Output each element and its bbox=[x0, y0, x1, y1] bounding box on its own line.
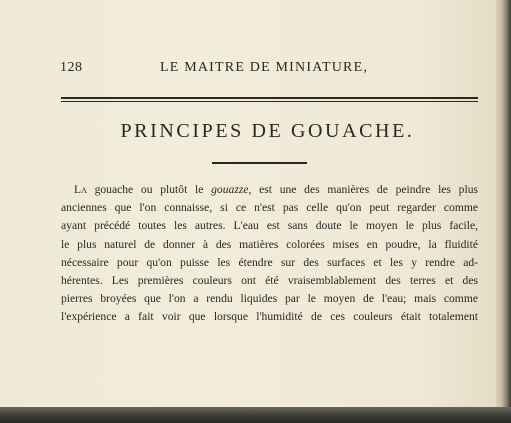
lead-word: La bbox=[74, 183, 87, 196]
page-number: 128 bbox=[60, 60, 83, 75]
paragraph-line: nécessaire pour qu'on puisse les étendre sur des surfaces et les y rendre ad- bbox=[61, 255, 478, 269]
running-head bbox=[0, 58, 496, 80]
line1-text-b: , est une des manières de peindre les plus bbox=[248, 183, 478, 196]
double-rule-bottom bbox=[61, 101, 478, 102]
paragraph-line: le plus naturel de donner à des matières colorées mises en poudre, la fluidité bbox=[61, 237, 478, 251]
paragraph-line: hérentes. Les premières couleurs ont été vraisemblablement des terres et des bbox=[61, 273, 478, 287]
paragraph-line: anciennes que l'on connaisse, si ce n'est pas celle qu'on peut regarder comme bbox=[61, 201, 478, 215]
paragraph-line: l'expérience a fait voir que lorsque l'humidité de ces couleurs était totalement bbox=[61, 310, 478, 324]
line1-text-a: gouache ou plutôt le bbox=[86, 183, 212, 196]
italic-term: gouazze bbox=[211, 183, 249, 196]
paragraph-line-1 bbox=[61, 181, 478, 199]
title-underline-rule bbox=[212, 162, 307, 164]
running-title: LE MAITRE DE MINIATURE, bbox=[160, 60, 369, 75]
double-rule-top bbox=[61, 97, 478, 99]
paragraph-line: pierres broyées que l'on a rendu liquides par le moyen de l'eau; mais comme bbox=[61, 292, 478, 306]
bottom-edge-shadow bbox=[0, 407, 511, 423]
paragraph-line: ayant précédé toutes les autres. L'eau est sans doute le moyen le plus facile, bbox=[61, 219, 478, 233]
body-paragraph bbox=[61, 181, 478, 327]
page-edge-shadow bbox=[496, 0, 511, 423]
section-title: PRINCIPES DE GOUACHE. bbox=[120, 120, 415, 142]
